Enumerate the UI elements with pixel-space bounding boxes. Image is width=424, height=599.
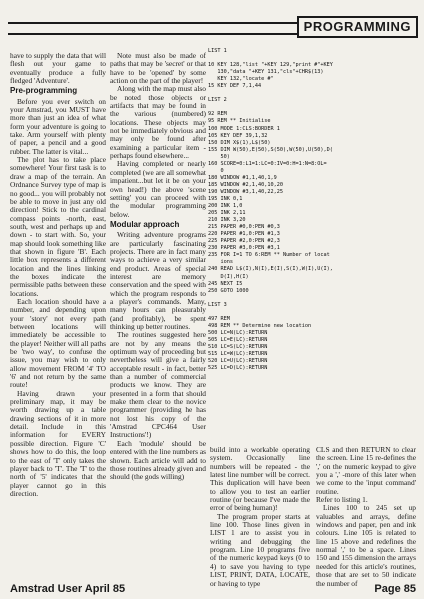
listing-line: 105 KEY DEF 39,1,32	[208, 132, 268, 139]
listing-line: 220 PAPER #1,0:PEN #1,3	[208, 231, 280, 238]
paragraph: Lines 100 to 245 set up valuables and arrays, define windows and paper, pen and ink colours. Line 105 is related to line 15 above and redefines the normal ',' to be a space. Lines 150 and 155 dimension the arrays needed for this article's routines, those that are set to 50 indicate the number of	[316, 503, 416, 588]
listing-line: 215 PAPER #0,0:PEN #0,3	[208, 224, 280, 231]
listing-line: 225 PAPER #2,0:PEN #2,3	[208, 238, 280, 245]
listing-line: 245 NEXT I5	[208, 280, 243, 287]
listing-line: 497 REM	[208, 315, 230, 322]
paragraph: Each 'module' should be entered with the line numbers as shown. Each article will add to those routines already given and should (the gods willing)	[110, 438, 206, 482]
paragraph: build into a workable operating system. Occasionally line numbers will be repeated - the latest line number will be correct. This duplication will have been to allow you to test an earlier routine (or because I've made the error of being human)!	[210, 445, 310, 513]
listing-line	[208, 55, 416, 62]
paragraph: Refer to listing 1.	[316, 495, 368, 505]
listing-line: 200 INK 1,0	[208, 203, 243, 210]
listing-line: 230 PAPER #3,0:PEN #3,1	[208, 245, 280, 252]
listing-line: 160 SCORE=0:L1=1:LC=0:IV=0:H=1:N=8:OL=	[208, 160, 327, 167]
paragraph: Before you ever switch on your Amstrad, you MUST have more than just an idea of what form your adventure is going to take. Arm yourself with plenty of paper, a pencil and a good rubber. The latter is vital...	[10, 96, 106, 156]
listing-line: D(I),H(I)	[208, 273, 249, 280]
paragraph: CLS and then RETURN to clear the screen. Line 15 re-defines the ',' on the numeric keypad to give you a ',' -more of this later when we come to the 'input command' routine.	[316, 445, 416, 496]
paragraph: Note must also be made of paths that may be 'secret' or that have to be 'opened' by some action on the part of the player!	[110, 51, 206, 86]
paragraph: Having completed or nearly completed (we are all somewhat impatient...but let it be on your own head!) the above 'scene setting' you can proceed with the modular programming below.	[110, 159, 206, 219]
listing-line	[208, 104, 416, 111]
listing-line: 50)	[208, 153, 230, 160]
listing-line: 210 INK 3,20	[208, 217, 246, 224]
subheading: Modular approach	[110, 219, 180, 229]
listing-line: 190 WINDOW #3,1,40,22,25	[208, 188, 283, 195]
listing-line: KEY 132,"locate #"	[208, 76, 274, 83]
article-column-2	[110, 52, 206, 562]
listing-line: 510 LC=S(LC):RETURN	[208, 343, 268, 350]
listing-line: 185 WINDOW #2,1,40,10,20	[208, 181, 283, 188]
paragraph: Each location should have a number, and depending upon your 'story' not every path between locations will immediately be accessible to the player! Neither will all paths be 'two way', to confuse the issue, you may wish to only allow movement FROM '4' TO '6' and not return by the same route!	[10, 296, 106, 390]
listing-line: 92 REM	[208, 111, 227, 118]
article-column-1	[10, 52, 106, 562]
program-listing	[208, 48, 416, 442]
listing-line: 100 MODE 1:CLS:BORDER 1	[208, 125, 280, 132]
article-column-4	[316, 445, 416, 588]
paragraph: The plot has to take place somewhere! Your first task is to draw a map of the terrain. An Ordnance Survey type of map is no good... you will probably not be able to move in just any old direction! Stick to the cardinal compass points -north, east, south, west and perhaps up and down - to start with. So, your map should look something like that shown in figure 'B'. Each little box represents a different location and the lines linking the boxes indicate the permissible paths between these locations.	[10, 155, 106, 298]
paragraph: Having drawn your preliminary map, it may be worth drawing up a table drawing sections of it in more detail. Include in this information for EVERY possible direction. Figure 'C' shows how to do this, the loop to the east of 'T' only takes the player back to 'T'. The 'T' to the north of '5' indicates that the player cannot go in this direction.	[10, 388, 106, 498]
footer-page-number: Page 85	[374, 583, 416, 595]
listing-line	[208, 90, 416, 97]
listing-line: 180 WINDOW #1,1,40,1,9	[208, 174, 277, 181]
listing-line: 520 LC=U(LC):RETURN	[208, 358, 268, 365]
listing-line: LIST 3	[208, 301, 227, 308]
listing-line: 250 GOTO 1000	[208, 287, 249, 294]
listing-line: 150 DIM X$(1),L$(50)	[208, 139, 271, 146]
subheading: Pre-programming	[10, 86, 78, 96]
listing-line: 515 LC=W(LC):RETURN	[208, 351, 268, 358]
listing-line: 0	[208, 167, 224, 174]
listing-line: 500 LC=N(LC):RETURN	[208, 329, 268, 336]
listing-line: 525 LC=D(LC):RETURN	[208, 365, 268, 372]
listing-line: 240 READ L$(I),N(I),E(I),S(I),W(I),U(I),	[208, 266, 333, 273]
listing-line: 505 LC=E(LC):RETURN	[208, 336, 268, 343]
paragraph: Writing adventure programs are particularly fascinating projects. There are in fact many ways to achieve a very similar end product. Areas of special interest are memory conservation and the speed with which the program responds to a player's commands. Many, many hours can pleasurably (and profitably), be spent thinking up better routines.	[110, 230, 206, 331]
listing-line: 155 DIM W(50),E(50),S(50),W(50),U(50),D(	[208, 146, 333, 153]
listing-line: 498 REM ** Determine new location	[208, 322, 312, 329]
listing-line: 205 INK 2,11	[208, 210, 246, 217]
paragraph: have to supply the data that will flesh out your game to eventually produce a fully fledged 'Adventure'.	[10, 51, 106, 86]
listing-line: LIST 1	[208, 48, 227, 54]
listing-line: LIST 2	[208, 97, 227, 104]
listing-line	[208, 309, 416, 316]
listing-line: 130,"data "+KEY 131,"cls"+CHR$(13)	[208, 69, 324, 76]
paragraph: The program proper starts at line 100. Those lines given in LIST 1 are to assist you in writing and debugging the program. Line 10 programs five of the numeric keypad keys (0 to 4) to save you having to type LIST, PRINT, DATA, LOCATE, or having to type	[210, 511, 310, 588]
listing-line: 15 KEY DEF 7,1,44	[208, 83, 262, 90]
paragraph: The routines suggested here are not by any means the optimum way of proceeding but nevertheless will give a fairly acceptable result - in fact, better than a number of commercial products we know. They are presented in a form that should make them clear to the novice programmer (providing he has not lost his copy of the 'Amstrad CPC464 User Instructions'!)	[110, 330, 206, 440]
listing-line: 235 FOR I=1 TO 6:REM ** Number of locat	[208, 252, 330, 259]
footer-magazine: Amstrad User April 85	[10, 583, 126, 595]
article-column-3	[210, 445, 310, 588]
listing-line: ions	[208, 259, 233, 266]
section-title: PROGRAMMING	[297, 16, 418, 38]
listing-line	[208, 295, 416, 302]
listing-line: 10 KEY 128,"list "+KEY 129,"print #"+KEY	[208, 62, 333, 69]
listing-line: 195 INK 0,1	[208, 195, 243, 202]
paragraph: Along with the map must also be noted those objects or artifacts that may be found in the various (numbered) locations. These objects may not be immediately obvious and may only be found after examining a particular item -perhaps found elsewhere...	[110, 84, 206, 161]
listing-line: 95 REM ** Initialise	[208, 118, 271, 125]
